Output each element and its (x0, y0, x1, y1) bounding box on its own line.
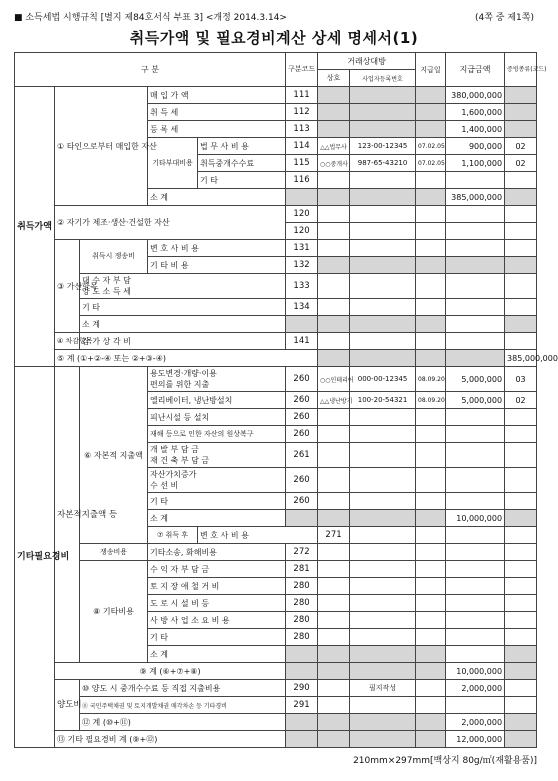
proof-260a: 03 (505, 367, 537, 392)
row-260e-label-b: 수 선 비 (150, 481, 179, 490)
row-271-label: 변 호 사 비 용 (198, 527, 318, 544)
code-131: 131 (286, 240, 318, 257)
exp-section-label: 기타필요경비 (15, 367, 55, 748)
subtotal-1-label: 소 계 (148, 189, 286, 206)
row-291-label: ⑪ 국민주택채권 및 토지개발채권 매각차손 등 기타경비 (80, 697, 286, 714)
code-280a: 280 (286, 578, 318, 595)
amount-260a: 5,000,000 (446, 367, 505, 392)
code-120b: 120 (286, 223, 318, 240)
code-291: 291 (286, 697, 318, 714)
row-141-label: 감 가 상 각 비 (80, 333, 286, 350)
code-120a: 120 (286, 206, 318, 223)
col-bizno: 사업자등록번호 (350, 70, 416, 87)
exp-total-9-label: ⑨ 계 (⑥+⑦+⑧) (55, 663, 286, 680)
exp-group-8: ⑧ 기타비용 (80, 561, 148, 663)
acq-total-amount: 385,000,000 (505, 350, 537, 367)
col-date: 지급일 (416, 53, 446, 87)
exp-total-12-amount: 2,000,000 (446, 714, 505, 731)
etc-incidental-label: 기타부대비용 (148, 138, 198, 189)
code-141: 141 (286, 333, 318, 350)
row-133-label (80, 274, 286, 299)
exp-capital-label: 자본적지출액 등 (55, 367, 80, 663)
bizno-115: 987-65-43210 (350, 155, 416, 172)
exp-group-7b: 쟁송비용 (80, 544, 148, 561)
subtotal-6-amount: 10,000,000 (446, 510, 505, 527)
row-260b-label: 엘리베이터, 냉난방설치 (148, 392, 286, 409)
code-116: 116 (286, 172, 318, 189)
proof-114: 02 (505, 138, 537, 155)
row-111-label: 매 입 가 액 (148, 87, 286, 104)
code-115: 115 (286, 155, 318, 172)
row-261-label-b: 재 건 축 부 담 금 (150, 456, 210, 465)
name-260b: △△냉난방기 (318, 392, 350, 409)
exp-total-13-amount: 12,000,000 (446, 731, 505, 748)
row-260a-label-a: 용도변경·개량·이용 (150, 369, 217, 378)
acq-group-2: ② 자기가 제조·생산·건설한 자산 (55, 206, 286, 240)
row-134-label: 기 타 (80, 299, 286, 316)
acq-group-1: ① 타인으로부터 매입한 자산 (55, 87, 148, 206)
exp-total-13-label: ⑬ 기타 필요경비 계 (⑨+⑫) (55, 731, 286, 748)
amount-290: 2,000,000 (446, 680, 505, 697)
code-132: 132 (286, 257, 318, 274)
row-260c-label: 피난시설 등 설치 (148, 409, 286, 426)
row-280d-label: 기 타 (148, 629, 286, 646)
row-116-label: 기 타 (198, 172, 286, 189)
date-260b: 08.09.20 (416, 392, 446, 409)
amount-111: 380,000,000 (446, 87, 505, 104)
date-115: 07.02.05 (416, 155, 446, 172)
row-272-label: 기타소송, 화해비용 (148, 544, 286, 561)
col-name: 상호 (318, 70, 350, 87)
code-112: 112 (286, 104, 318, 121)
acq-group-4: ④ 차감항목 (55, 333, 80, 350)
code-114: 114 (286, 138, 318, 155)
code-261: 261 (286, 443, 318, 468)
code-280b: 280 (286, 595, 318, 612)
subtotal-1-amount: 385,000,000 (446, 189, 505, 206)
code-260a: 260 (286, 367, 318, 392)
code-260d: 260 (286, 426, 318, 443)
name-114: △△법무사 (318, 138, 350, 155)
code-134: 134 (286, 299, 318, 316)
bizno-260a: 000-00-12345 (350, 367, 416, 392)
row-114-label: 법 무 사 비 용 (198, 138, 286, 155)
row-132-label: 기 타 비 용 (148, 257, 286, 274)
code-260f: 260 (286, 493, 318, 510)
page-info: (4쪽 중 제1쪽) (475, 13, 534, 23)
transfer-cost-label: 양도비 (55, 680, 80, 731)
form-title: 취득가액 및 필요경비계산 상세 명세서(1) (129, 29, 419, 47)
col-gubun: 구 분 (15, 53, 286, 87)
row-260e-label (148, 468, 286, 493)
row-280c-label: 사 방 사 업 소 요 비 용 (148, 612, 286, 629)
code-271: 271 (318, 527, 350, 544)
code-133: 133 (286, 274, 318, 299)
row-260a-label-b: 편의를 위한 지출 (150, 380, 210, 389)
subtotal-3-label: 소 계 (80, 316, 286, 333)
row-281-label: 수 익 자 부 담 금 (148, 561, 286, 578)
acq-total-label: ⑤ 계 (①+②-④ 또는 ②+③-④) (55, 350, 318, 367)
law-reference: ■ 소득세법 시행규칙 [별지 제84호서식 부표 3] <개정 2014.3.14> (14, 13, 287, 23)
row-260a-label (148, 367, 286, 392)
name-115: ○○중개사 (318, 155, 350, 172)
name-260a: ○○인테리어 (318, 367, 350, 392)
code-113: 113 (286, 121, 318, 138)
bizno-114: 123-00-12345 (350, 138, 416, 155)
exp-total-12-label: ⑫ 계 (⑩+⑪) (80, 714, 286, 731)
col-proof: 증빙종류(코드) (505, 53, 537, 87)
date-114: 07.02.05 (416, 138, 446, 155)
exp-total-9-amount: 10,000,000 (446, 663, 505, 680)
row-113-label: 등 록 세 (148, 121, 286, 138)
amount-115: 1,100,000 (446, 155, 505, 172)
code-281: 281 (286, 561, 318, 578)
code-260b: 260 (286, 392, 318, 409)
amount-113: 1,400,000 (446, 121, 505, 138)
paper-spec: 210mm×297mm[백상지 80g/㎡(재활용품)] (353, 756, 537, 766)
row-260d-label: 재해 등으로 인한 자산의 원상복구 (148, 426, 286, 443)
proof-115: 02 (505, 155, 537, 172)
date-260a: 08.09.20 (416, 367, 446, 392)
row-131-label: 변 호 사 비 용 (148, 240, 286, 257)
row-260e-label-a: 자산가치증가 (150, 470, 197, 479)
row-280a-label: 토 지 장 애 철 거 비 (148, 578, 286, 595)
subtotal-8-label: 소 계 (148, 646, 286, 663)
bizno-260b: 100-20-54321 (350, 392, 416, 409)
code-290: 290 (286, 680, 318, 697)
code-272: 272 (286, 544, 318, 561)
expense-table (14, 52, 558, 748)
code-111: 111 (286, 87, 318, 104)
col-amount: 지급금액 (446, 53, 505, 87)
amount-112: 1,600,000 (446, 104, 505, 121)
row-115-label: 취득중개수수료 (198, 155, 286, 172)
acq-group-3-dispute: 취득시 쟁송비 (80, 240, 148, 274)
row-290-label: ⑩ 양도 시 중개수수료 등 직접 지출비용 (80, 680, 286, 697)
amount-260b: 5,000,000 (446, 392, 505, 409)
exp-group-7a: ⑦ 취득 후 (148, 527, 198, 544)
col-code: 구분코드 (286, 53, 318, 87)
proof-260b: 02 (505, 392, 537, 409)
row-261-label (148, 443, 286, 468)
row-260f-label: 기 타 (148, 493, 286, 510)
code-260e: 260 (286, 468, 318, 493)
code-260c: 260 (286, 409, 318, 426)
amount-114: 900,000 (446, 138, 505, 155)
code-280c: 280 (286, 612, 318, 629)
subtotal-6-label: 소 계 (148, 510, 286, 527)
name-290: 필지작성 (350, 680, 416, 697)
row-133-label-b: 양 도 소 득 세 (82, 287, 131, 296)
row-112-label: 취 득 세 (148, 104, 286, 121)
acq-section-label: 취득가액 (15, 87, 55, 367)
col-partner: 거래상대방 (318, 53, 416, 70)
row-261-label-a: 개 발 부 담 금 (150, 445, 199, 454)
exp-group-6: ⑥ 자본적 지출액 (80, 367, 148, 544)
acq-group-3: ③ 가산항목 (55, 240, 80, 333)
row-133-label-a: 대 수 자 부 담 (82, 276, 131, 285)
code-280d: 280 (286, 629, 318, 646)
row-280b-label: 도 로 시 설 비 등 (148, 595, 286, 612)
